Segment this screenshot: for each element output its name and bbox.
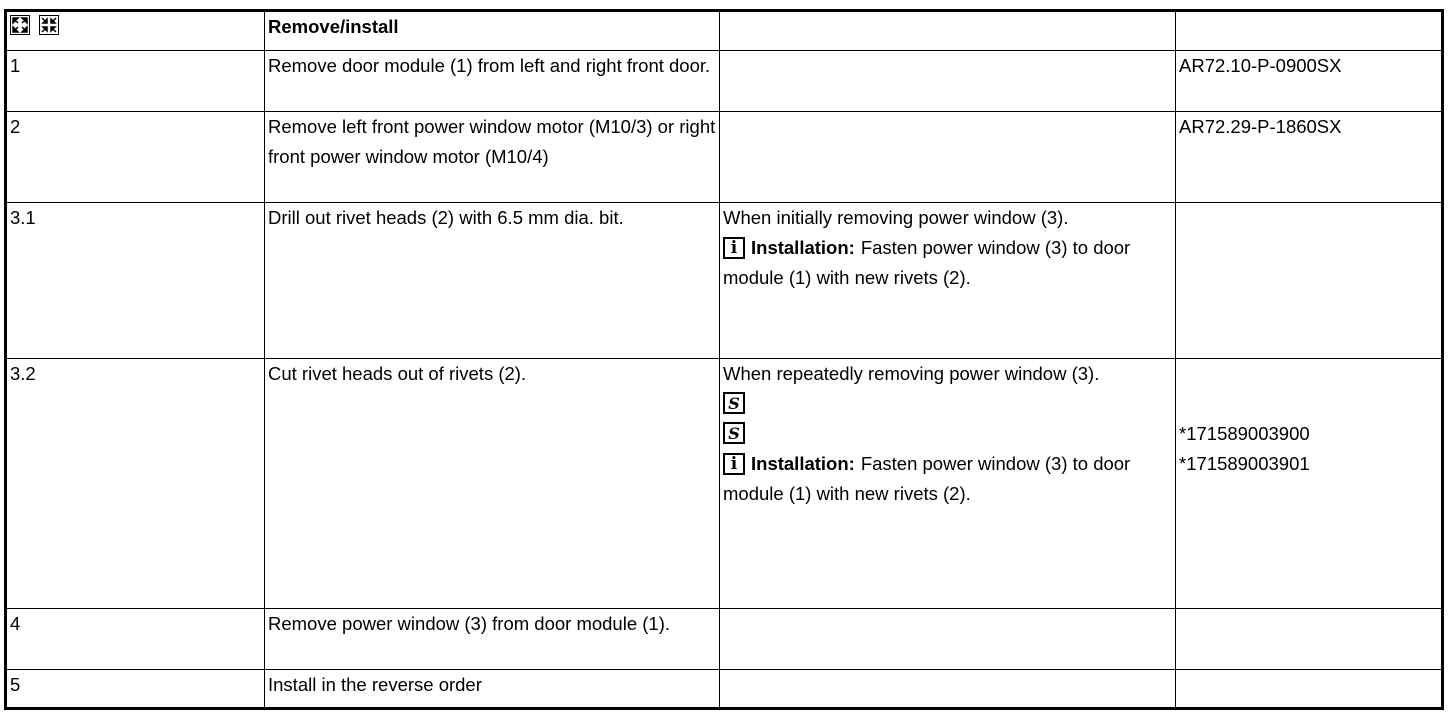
step-number: 1 [6, 51, 265, 112]
step-action: Remove left front power window motor (M10/3) or right front power window motor (M10/4) [265, 112, 720, 203]
step-note [720, 609, 1176, 670]
procedure-table [4, 9, 1444, 710]
step-note [720, 203, 1176, 359]
header-row [6, 11, 1443, 51]
step-number: 2 [6, 112, 265, 203]
step-note [720, 670, 1176, 709]
note-text: When repeatedly removing power window (3). [723, 363, 1100, 384]
step-note [720, 51, 1176, 112]
step-number: 5 [6, 670, 265, 709]
header-col3 [720, 11, 1176, 51]
expand-icon[interactable] [10, 15, 30, 35]
header-col4 [1176, 11, 1443, 51]
header-title: Remove/install [265, 11, 720, 51]
tool-number-link[interactable]: *171589003901 [1179, 453, 1310, 474]
header-icons-cell [6, 11, 265, 51]
tool-number-link[interactable]: *171589003900 [1179, 423, 1310, 444]
step-note [720, 359, 1176, 609]
info-icon[interactable]: i [723, 453, 745, 475]
table-row [6, 51, 1443, 112]
note-text: When initially removing power window (3). [723, 207, 1069, 228]
table-row [6, 359, 1443, 609]
special-tool-icon[interactable]: S [723, 392, 745, 414]
step-ref-link[interactable]: AR72.29-P-1860SX [1176, 112, 1443, 203]
installation-text: Fasten power window (3) to door module (1) with new rivets (2). [723, 237, 1131, 288]
step-ref-link[interactable]: AR72.10-P-0900SX [1176, 51, 1443, 112]
installation-label: Installation: [751, 453, 855, 474]
step-number: 4 [6, 609, 265, 670]
step-ref [1176, 203, 1443, 359]
table-row [6, 670, 1443, 709]
step-number: 3.2 [6, 359, 265, 609]
step-note [720, 112, 1176, 203]
step-number: 3.1 [6, 203, 265, 359]
info-icon[interactable]: i [723, 237, 745, 259]
table-row [6, 203, 1443, 359]
step-action: Cut rivet heads out of rivets (2). [265, 359, 720, 609]
table-row [6, 112, 1443, 203]
special-tool-icon[interactable]: S [723, 422, 745, 444]
step-action: Remove power window (3) from door module (1). [265, 609, 720, 670]
step-action: Install in the reverse order [265, 670, 720, 709]
step-ref [1176, 359, 1443, 609]
step-ref [1176, 609, 1443, 670]
installation-text: Fasten power window (3) to door module (1) with new rivets (2). [723, 453, 1131, 504]
step-action: Drill out rivet heads (2) with 6.5 mm dia. bit. [265, 203, 720, 359]
step-ref [1176, 670, 1443, 709]
step-action: Remove door module (1) from left and right front door. [265, 51, 720, 112]
installation-label: Installation: [751, 237, 855, 258]
collapse-icon[interactable] [39, 15, 59, 35]
table-row [6, 609, 1443, 670]
